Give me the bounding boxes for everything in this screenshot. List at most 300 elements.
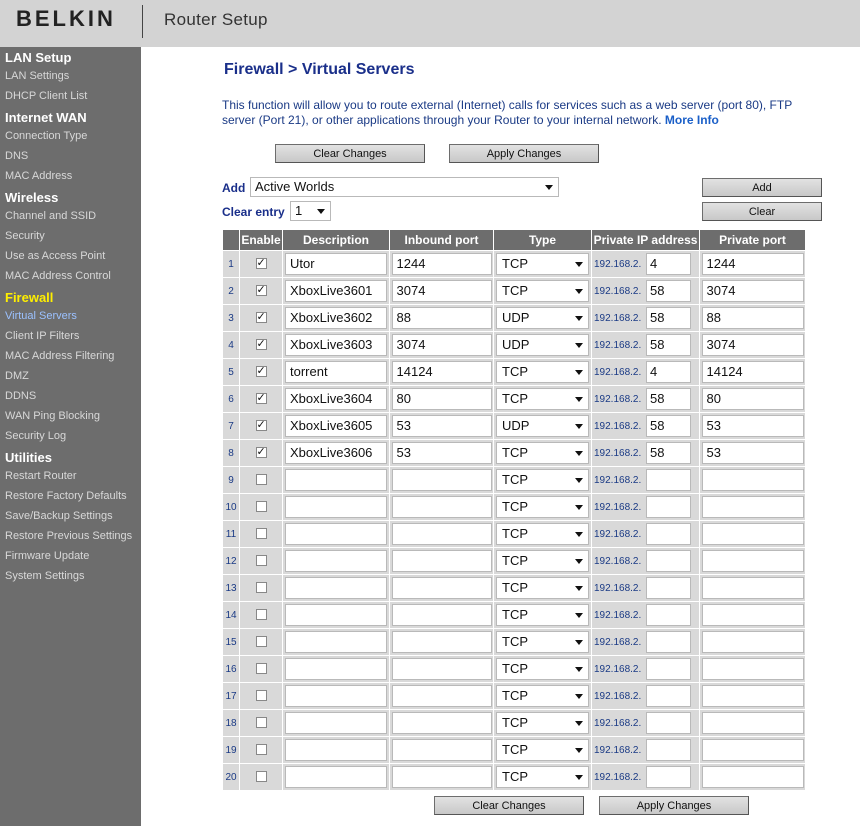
clear-entry-select[interactable]: [290, 201, 331, 221]
type-value: TCP: [502, 553, 528, 568]
inbound-port-cell: [390, 710, 494, 737]
private-port-cell: [700, 629, 806, 656]
inbound-port-input[interactable]: [392, 685, 492, 707]
inbound-port-input[interactable]: [392, 550, 492, 572]
inbound-port-cell: [390, 467, 494, 494]
col-header-enable: Enable: [240, 230, 283, 251]
type-value: TCP: [502, 634, 528, 649]
inbound-port-input[interactable]: [392, 469, 492, 491]
sidebar-item-client-ip-filters[interactable]: Client IP Filters: [5, 330, 80, 342]
sidebar-item-restore-factory-defaults[interactable]: Restore Factory Defaults: [5, 490, 127, 502]
description-input[interactable]: [285, 658, 387, 680]
private-ip-cell: [592, 521, 700, 548]
table-row: [223, 521, 806, 548]
enable-cell: [240, 359, 283, 386]
private-port-cell: [700, 467, 806, 494]
private-ip-input[interactable]: [646, 469, 691, 491]
private-port-cell: [700, 764, 806, 791]
enable-cell: [240, 575, 283, 602]
private-port-cell: [700, 710, 806, 737]
description-input[interactable]: [285, 766, 387, 788]
private-ip-input[interactable]: [646, 766, 691, 788]
enable-checkbox[interactable]: [256, 312, 267, 323]
sidebar-item-channel-and-ssid[interactable]: Channel and SSID: [5, 210, 97, 222]
col-header-private-ip: Private IP address: [592, 230, 700, 251]
sidebar-item-virtual-servers[interactable]: Virtual Servers: [5, 310, 77, 322]
chevron-down-icon: [575, 532, 583, 537]
description-input[interactable]: [285, 631, 387, 653]
type-select[interactable]: [496, 496, 589, 518]
private-ip-input[interactable]: [646, 712, 691, 734]
description-input[interactable]: [285, 469, 387, 491]
inbound-port-input[interactable]: [392, 631, 492, 653]
private-ip-input[interactable]: 58: [646, 307, 691, 329]
private-port-cell: [700, 494, 806, 521]
sidebar-item-firmware-update[interactable]: Firmware Update: [5, 550, 90, 562]
private-port-cell: [700, 359, 806, 386]
description-input[interactable]: XboxLive3603: [285, 334, 387, 356]
inbound-port-input[interactable]: 14124: [392, 361, 492, 383]
sidebar-item-firewall[interactable]: Firewall: [5, 290, 54, 305]
type-select[interactable]: [496, 442, 589, 464]
type-value: TCP: [502, 499, 528, 514]
enable-cell: [240, 764, 283, 791]
type-select[interactable]: [496, 361, 589, 383]
private-ip-cell: [592, 278, 700, 305]
type-select[interactable]: [496, 307, 589, 329]
row-index: 8: [223, 440, 240, 467]
inbound-port-input[interactable]: 88: [392, 307, 492, 329]
sidebar-item-system-settings[interactable]: System Settings: [5, 570, 85, 582]
row-index: 14: [223, 602, 240, 629]
private-ip-input[interactable]: 58: [646, 280, 691, 302]
row-index: 6: [223, 386, 240, 413]
sidebar-item-wireless: Wireless: [5, 190, 59, 205]
inbound-port-input[interactable]: [392, 658, 492, 680]
description-input[interactable]: torrent: [285, 361, 387, 383]
type-cell: [494, 656, 592, 683]
private-port-input[interactable]: 53: [702, 442, 804, 464]
type-select[interactable]: [496, 253, 589, 275]
enable-checkbox[interactable]: [256, 528, 267, 539]
description-input[interactable]: XboxLive3602: [285, 307, 387, 329]
chevron-down-icon: [545, 185, 553, 190]
sidebar-item-utilities: Utilities: [5, 450, 52, 465]
row-index: 20: [223, 764, 240, 791]
enable-checkbox[interactable]: [256, 420, 267, 431]
inbound-port-input[interactable]: 1244: [392, 253, 492, 275]
ip-prefix: 192.168.2.: [594, 744, 642, 756]
enable-checkbox[interactable]: [256, 582, 267, 593]
description-cell: [283, 656, 390, 683]
row-index: 19: [223, 737, 240, 764]
add-service-select[interactable]: [250, 177, 559, 197]
private-ip-cell: [592, 764, 700, 791]
type-value: TCP: [502, 256, 528, 271]
table-row: [223, 440, 806, 467]
ip-prefix: 192.168.2.: [594, 366, 642, 378]
apply-changes-button-top[interactable]: Apply Changes: [449, 144, 599, 163]
sidebar-item-restore-previous-settings[interactable]: Restore Previous Settings: [5, 530, 133, 542]
private-ip-cell: [592, 386, 700, 413]
add-service-value: Active Worlds: [255, 179, 335, 194]
description-input[interactable]: [285, 550, 387, 572]
private-ip-input[interactable]: 58: [646, 334, 691, 356]
row-index: 13: [223, 575, 240, 602]
private-port-cell: [700, 413, 806, 440]
enable-checkbox[interactable]: [256, 771, 267, 782]
inbound-port-cell: [390, 656, 494, 683]
private-port-input[interactable]: [702, 631, 804, 653]
private-port-input[interactable]: [702, 685, 804, 707]
ip-prefix: 192.168.2.: [594, 663, 642, 675]
table-row: [223, 683, 806, 710]
private-port-input[interactable]: [702, 604, 804, 626]
type-value: TCP: [502, 472, 528, 487]
enable-cell: [240, 251, 283, 278]
private-port-cell: [700, 575, 806, 602]
sidebar-item-mac-address-control[interactable]: MAC Address Control: [5, 270, 111, 282]
enable-cell: [240, 305, 283, 332]
private-ip-cell: [592, 467, 700, 494]
description-cell: [283, 305, 390, 332]
chevron-down-icon: [575, 613, 583, 618]
chevron-down-icon: [575, 424, 583, 429]
private-ip-cell: [592, 494, 700, 521]
sidebar-item-save-backup-settings[interactable]: Save/Backup Settings: [5, 510, 113, 522]
sidebar-item-ddns[interactable]: DDNS: [5, 390, 37, 402]
enable-cell: [240, 548, 283, 575]
table-row: [223, 386, 806, 413]
sidebar-item-security[interactable]: Security: [5, 230, 45, 242]
type-cell: [494, 251, 592, 278]
inbound-port-cell: [390, 764, 494, 791]
enable-cell: [240, 467, 283, 494]
private-port-input[interactable]: 88: [702, 307, 804, 329]
row-index: 4: [223, 332, 240, 359]
type-cell: [494, 440, 592, 467]
enable-checkbox[interactable]: [256, 636, 267, 647]
chevron-down-icon: [575, 775, 583, 780]
type-select[interactable]: [496, 334, 589, 356]
enable-cell: [240, 386, 283, 413]
table-row: [223, 413, 806, 440]
table-row: [223, 548, 806, 575]
col-header-description: Description: [283, 230, 390, 251]
row-index: 5: [223, 359, 240, 386]
type-select[interactable]: [496, 631, 589, 653]
sidebar-item-dhcp-client-list[interactable]: DHCP Client List: [5, 90, 88, 102]
type-select[interactable]: [496, 280, 589, 302]
description-input[interactable]: Utor: [285, 253, 387, 275]
row-index: 15: [223, 629, 240, 656]
private-ip-cell: [592, 548, 700, 575]
sidebar-item-mac-address-filtering[interactable]: MAC Address Filtering: [5, 350, 115, 362]
enable-cell: [240, 710, 283, 737]
private-port-cell: [700, 332, 806, 359]
sidebar-item-lan-setup: LAN Setup: [5, 50, 72, 65]
sidebar-item-security-log[interactable]: Security Log: [5, 430, 67, 442]
private-port-input[interactable]: [702, 658, 804, 680]
description-cell: [283, 521, 390, 548]
type-select[interactable]: [496, 766, 589, 788]
private-ip-input[interactable]: [646, 739, 691, 761]
table-row: [223, 629, 806, 656]
type-select[interactable]: [496, 658, 589, 680]
enable-checkbox[interactable]: [256, 501, 267, 512]
ip-prefix: 192.168.2.: [594, 393, 642, 405]
description-cell: [283, 737, 390, 764]
type-select[interactable]: [496, 685, 589, 707]
ip-prefix: 192.168.2.: [594, 582, 642, 594]
enable-checkbox[interactable]: [256, 339, 267, 350]
row-index: 7: [223, 413, 240, 440]
row-index: 1: [223, 251, 240, 278]
inbound-port-input[interactable]: [392, 766, 492, 788]
clear-entry-value: 1: [295, 203, 303, 218]
type-cell: [494, 737, 592, 764]
inbound-port-cell: [390, 413, 494, 440]
private-port-input[interactable]: [702, 550, 804, 572]
type-select[interactable]: [496, 550, 589, 572]
private-port-input[interactable]: [702, 469, 804, 491]
private-ip-input[interactable]: [646, 631, 691, 653]
ip-prefix: 192.168.2.: [594, 420, 642, 432]
description-cell: [283, 548, 390, 575]
inbound-port-cell: [390, 494, 494, 521]
chevron-down-icon: [317, 209, 325, 214]
type-select[interactable]: [496, 739, 589, 761]
private-port-input[interactable]: 1244: [702, 253, 804, 275]
private-port-cell: [700, 737, 806, 764]
enable-checkbox[interactable]: [256, 663, 267, 674]
header-title: Router Setup: [164, 10, 268, 29]
enable-cell: [240, 494, 283, 521]
private-port-input[interactable]: 14124: [702, 361, 804, 383]
chevron-down-icon: [575, 343, 583, 348]
sidebar-item-restart-router[interactable]: Restart Router: [5, 470, 77, 482]
private-ip-input[interactable]: [646, 658, 691, 680]
private-port-input[interactable]: 3074: [702, 334, 804, 356]
type-value: TCP: [502, 526, 528, 541]
row-index: 18: [223, 710, 240, 737]
inbound-port-input[interactable]: 3074: [392, 280, 492, 302]
enable-checkbox[interactable]: [256, 258, 267, 269]
private-port-input[interactable]: [702, 577, 804, 599]
row-index: 3: [223, 305, 240, 332]
table-row: [223, 710, 806, 737]
sidebar-item-dmz[interactable]: DMZ: [5, 370, 29, 382]
ip-prefix: 192.168.2.: [594, 555, 642, 567]
enable-checkbox[interactable]: [256, 744, 267, 755]
type-value: TCP: [502, 283, 528, 298]
type-value: TCP: [502, 715, 528, 730]
enable-checkbox[interactable]: [256, 474, 267, 485]
chevron-down-icon: [575, 559, 583, 564]
private-ip-input[interactable]: 4: [646, 253, 691, 275]
add-button[interactable]: Add: [702, 178, 822, 197]
private-ip-cell: [592, 656, 700, 683]
description-input[interactable]: [285, 739, 387, 761]
private-port-input[interactable]: [702, 766, 804, 788]
inbound-port-input[interactable]: 53: [392, 442, 492, 464]
type-select[interactable]: [496, 604, 589, 626]
chevron-down-icon: [575, 262, 583, 267]
inbound-port-input[interactable]: [392, 523, 492, 545]
enable-checkbox[interactable]: [256, 717, 267, 728]
ip-prefix: 192.168.2.: [594, 636, 642, 648]
inbound-port-input[interactable]: 53: [392, 415, 492, 437]
chevron-down-icon: [575, 667, 583, 672]
type-value: TCP: [502, 391, 528, 406]
description-cell: [283, 332, 390, 359]
description-cell: [283, 467, 390, 494]
chevron-down-icon: [575, 451, 583, 456]
description-input[interactable]: [285, 496, 387, 518]
clear-button[interactable]: Clear: [702, 202, 822, 221]
more-info-link[interactable]: More Info: [664, 113, 719, 127]
type-select[interactable]: [496, 388, 589, 410]
sidebar-item-lan-settings[interactable]: LAN Settings: [5, 70, 70, 82]
clear-changes-button-bottom[interactable]: Clear Changes: [434, 796, 584, 815]
clear-entry-label: Clear entry: [222, 205, 285, 219]
type-select[interactable]: [496, 577, 589, 599]
table-row: [223, 359, 806, 386]
private-port-input[interactable]: 80: [702, 388, 804, 410]
private-ip-input[interactable]: [646, 550, 691, 572]
description-input[interactable]: XboxLive3606: [285, 442, 387, 464]
description-input[interactable]: [285, 712, 387, 734]
enable-checkbox[interactable]: [256, 393, 267, 404]
description-cell: [283, 359, 390, 386]
description-input[interactable]: XboxLive3601: [285, 280, 387, 302]
type-select[interactable]: [496, 523, 589, 545]
chevron-down-icon: [575, 505, 583, 510]
private-ip-input[interactable]: 4: [646, 361, 691, 383]
private-ip-input[interactable]: [646, 685, 691, 707]
type-cell: [494, 494, 592, 521]
chevron-down-icon: [575, 370, 583, 375]
sidebar-item-connection-type[interactable]: Connection Type: [5, 130, 88, 142]
inbound-port-cell: [390, 359, 494, 386]
private-port-input[interactable]: [702, 739, 804, 761]
table-header-row: [223, 230, 806, 251]
type-cell: [494, 386, 592, 413]
description-cell: [283, 575, 390, 602]
description-input[interactable]: [285, 685, 387, 707]
ip-prefix: 192.168.2.: [594, 501, 642, 513]
description-input[interactable]: [285, 523, 387, 545]
private-port-cell: [700, 440, 806, 467]
inbound-port-input[interactable]: [392, 496, 492, 518]
inbound-port-cell: [390, 737, 494, 764]
enable-checkbox[interactable]: [256, 366, 267, 377]
private-ip-input[interactable]: [646, 496, 691, 518]
ip-prefix: 192.168.2.: [594, 285, 642, 297]
private-ip-cell: [592, 683, 700, 710]
private-ip-input[interactable]: [646, 604, 691, 626]
enable-checkbox[interactable]: [256, 609, 267, 620]
sidebar-item-use-as-access-point[interactable]: Use as Access Point: [5, 250, 106, 262]
ip-prefix: 192.168.2.: [594, 312, 642, 324]
table-row: [223, 602, 806, 629]
brand-logo: BELKIN: [16, 6, 116, 31]
description-input[interactable]: XboxLive3604: [285, 388, 387, 410]
private-port-input[interactable]: [702, 712, 804, 734]
private-port-cell: [700, 305, 806, 332]
row-index: 9: [223, 467, 240, 494]
private-ip-cell: [592, 575, 700, 602]
type-value: TCP: [502, 607, 528, 622]
sidebar-item-wan-ping-blocking[interactable]: WAN Ping Blocking: [5, 410, 100, 422]
private-ip-input[interactable]: 58: [646, 415, 691, 437]
ip-prefix: 192.168.2.: [594, 474, 642, 486]
private-port-input[interactable]: 53: [702, 415, 804, 437]
type-select[interactable]: [496, 415, 589, 437]
type-select[interactable]: [496, 469, 589, 491]
table-row: [223, 305, 806, 332]
enable-cell: [240, 656, 283, 683]
inbound-port-cell: [390, 683, 494, 710]
type-cell: [494, 359, 592, 386]
inbound-port-cell: [390, 278, 494, 305]
private-ip-input[interactable]: [646, 523, 691, 545]
description-input[interactable]: [285, 577, 387, 599]
ip-prefix: 192.168.2.: [594, 528, 642, 540]
description-input[interactable]: [285, 604, 387, 626]
sidebar-item-mac-address[interactable]: MAC Address: [5, 170, 73, 182]
inbound-port-cell: [390, 440, 494, 467]
inbound-port-input[interactable]: [392, 739, 492, 761]
col-header-private-port: Private port: [700, 230, 806, 251]
enable-checkbox[interactable]: [256, 285, 267, 296]
enable-checkbox[interactable]: [256, 555, 267, 566]
private-ip-input[interactable]: [646, 577, 691, 599]
apply-changes-button-bottom[interactable]: Apply Changes: [599, 796, 749, 815]
enable-cell: [240, 683, 283, 710]
private-ip-cell: [592, 440, 700, 467]
table-row: [223, 332, 806, 359]
header-bar: [0, 0, 860, 47]
private-port-input[interactable]: [702, 496, 804, 518]
private-ip-input[interactable]: 58: [646, 442, 691, 464]
sidebar-item-dns[interactable]: DNS: [5, 150, 29, 162]
inbound-port-input[interactable]: 3074: [392, 334, 492, 356]
private-port-input[interactable]: [702, 523, 804, 545]
private-ip-input[interactable]: 58: [646, 388, 691, 410]
inbound-port-input[interactable]: 80: [392, 388, 492, 410]
private-port-cell: [700, 251, 806, 278]
page-title: Firewall > Virtual Servers: [224, 61, 415, 78]
description-cell: [283, 386, 390, 413]
description-input[interactable]: XboxLive3605: [285, 415, 387, 437]
inbound-port-input[interactable]: [392, 712, 492, 734]
private-ip-cell: [592, 629, 700, 656]
inbound-port-cell: [390, 305, 494, 332]
enable-checkbox[interactable]: [256, 447, 267, 458]
type-value: UDP: [502, 418, 530, 433]
inbound-port-input[interactable]: [392, 604, 492, 626]
row-index: 16: [223, 656, 240, 683]
enable-cell: [240, 521, 283, 548]
type-select[interactable]: [496, 712, 589, 734]
col-header-index: [223, 230, 240, 251]
inbound-port-input[interactable]: [392, 577, 492, 599]
clear-changes-button-top[interactable]: Clear Changes: [275, 144, 425, 163]
enable-checkbox[interactable]: [256, 690, 267, 701]
private-ip-cell: [592, 305, 700, 332]
private-port-input[interactable]: 3074: [702, 280, 804, 302]
